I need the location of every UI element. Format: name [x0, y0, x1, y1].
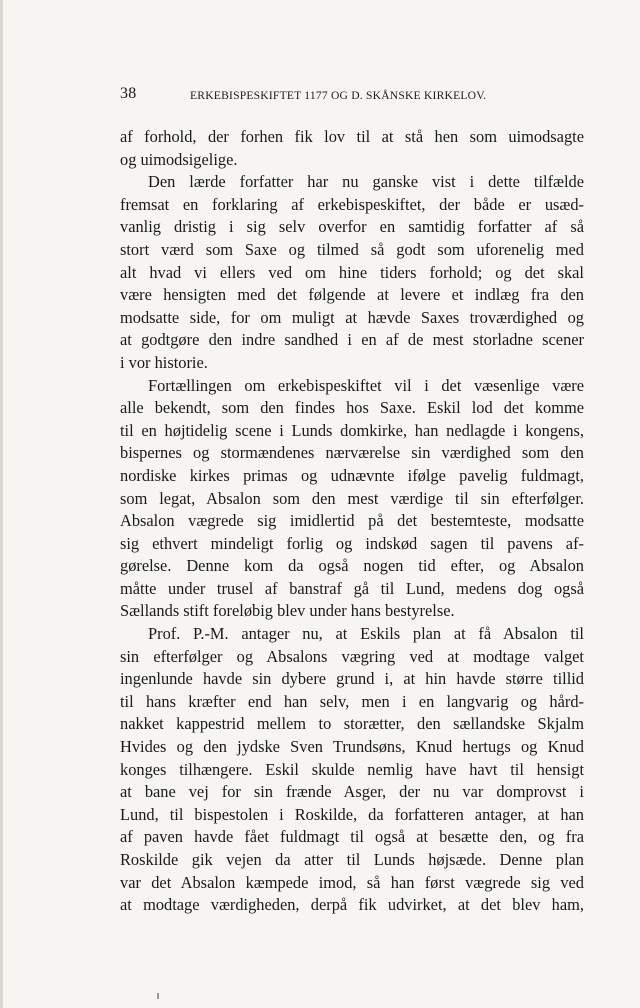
scan-mark	[157, 993, 159, 999]
text-line: at godtgøre den indre sandhed i en af de mest storladne scener	[120, 330, 584, 350]
text-line: fremsat en forklaring af erkebispeskiftet, der både er usæd-	[120, 194, 584, 214]
text-line: som legat, Absalon som den mest værdige til sin efterfølger.	[120, 488, 584, 508]
text-line: være hensigten med det følgende at levere et indlæg fra den	[120, 285, 584, 305]
text-line: bispernes og stormændenes nærværelse sin værdighed som den	[120, 443, 584, 463]
text-line: af paven havde fået fuldmagt til også at besætte den, og fra	[120, 827, 584, 847]
text-line: var det Absalon kæmpede imod, så han først vægrede sig ved	[120, 872, 584, 892]
text-line: Fortællingen om erkebispeskiftet vil i det væsenlige være	[148, 375, 584, 395]
page-number: 38	[120, 85, 137, 102]
text-line: gørelse. Denne kom da også nogen tid efter, og Absalon	[120, 556, 584, 576]
text-line: modsatte side, for om muligt at hævde Saxes troværdighed og	[120, 307, 584, 327]
body-text	[120, 126, 584, 917]
text-line: at bane vej for sin frænde Asger, der nu var domprovst i	[120, 782, 584, 802]
text-line: Lund, til bispestolen i Roskilde, da forfatteren antager, at han	[120, 804, 584, 824]
text-line: til en højtidelig scene i Lunds domkirke, han nedlagde i kongens,	[120, 420, 584, 440]
text-line: alle bekendt, som den findes hos Saxe. Eskil lod det komme	[120, 398, 584, 418]
running-title: ERKEBISPESKIFTET 1177 OG D. SKÅNSKE KIRKELOV.	[190, 89, 487, 102]
text-line: Roskilde gik vejen da atter til Lunds højsæde. Denne plan	[120, 850, 584, 869]
text-line: Sællands stift foreløbig blev under hans bestyrelse.	[120, 601, 455, 621]
text-line: at modtage værdigheden, derpå fik udvirket, at det blev ham,	[120, 895, 584, 915]
text-line: af forhold, der forhen fik lov til at stå hen som uimodsagte	[120, 127, 584, 146]
text-line: til hans kræfter end han selv, men i en langvarig og hård-	[120, 691, 584, 711]
text-line: måtte under trusel af banstraf gå til Lund, medens dog også	[120, 578, 584, 598]
text-line: sin efterfølger og Absalons vægring ved at modtage valget	[120, 646, 584, 666]
text-line: konges tilhængere. Eskil skulde nemlig have havt til hensigt	[120, 759, 584, 779]
text-line: Prof. P.-M. antager nu, at Eskils plan at få Absalon til	[148, 624, 584, 644]
text-line: sig ethvert mindeligt forlig og indskød sagen til pavens af-	[120, 533, 584, 553]
page-header	[120, 85, 590, 108]
text-line: nakket kappestrid mellem to storætter, den sællandske Skjalm	[120, 714, 584, 734]
text-line: og uimodsigelige.	[120, 149, 238, 169]
text-line: Hvides og den jydske Sven Trundsøns, Knud hertugs og Knud	[120, 737, 584, 757]
scan-edge	[0, 0, 3, 1008]
text-line: ingenlunde havde sin dybere grund i, at hin havde større tillid	[120, 669, 584, 689]
text-line: alt hvad vi ellers ved om hine tiders forhold; og det skal	[120, 262, 584, 282]
text-line: nordiske kirkes primas og udnævnte ifølge pavelig fuldmagt,	[120, 465, 584, 485]
text-line: Absalon vægrede sig imidlertid på det bestemteste, modsatte	[120, 511, 584, 531]
text-line: i vor historie.	[120, 352, 208, 372]
text-line: stort værd som Saxe og tilmed så godt som uforenelig med	[120, 239, 584, 259]
text-line: vanlig dristig i sig selv overfor en samtidig forfatter af så	[120, 217, 584, 237]
text-line: Den lærde forfatter har nu ganske vist i dette tilfælde	[148, 172, 584, 192]
